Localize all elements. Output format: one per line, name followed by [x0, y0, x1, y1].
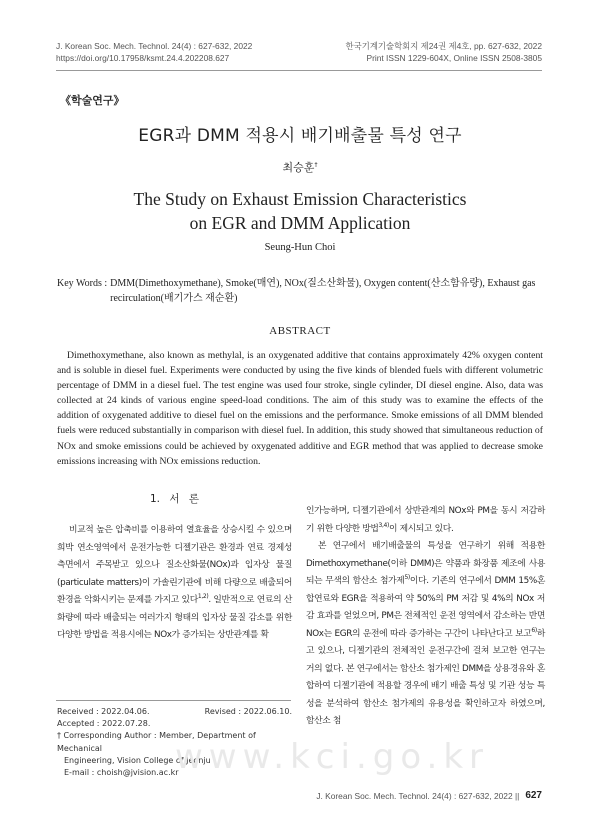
section-tag: 《학술연구》	[60, 94, 125, 107]
intro2-text-b: 이다. 기존의 연구에서 DMM 15%혼합연료와 EGR을 적용하여 약 50%의 PM 저감 및 4%의 NOx 저감 효과를 얻었으며, PM은 전체적인 운전 영역에서 감소하는 반면 NOx는 EGR의 운전에 따라 증가하는 구간이 나타난다고 보고	[306, 576, 546, 639]
footnote-rule	[56, 700, 291, 701]
page-footer	[316, 790, 542, 801]
section-heading-introduction: 1. 서 론	[150, 493, 199, 505]
footer-citation: J. Korean Soc. Mech. Technol. 24(4) : 627-632, 2022 ||	[316, 790, 520, 801]
intro-paragraph-1-cont	[306, 503, 545, 538]
body-column-right	[306, 503, 545, 731]
keywords-label: Key Words :	[57, 278, 108, 289]
intro-cont-text-a: 인가능하며, 디젤기관에서 상반관계의 NOx와 PM을 동시 저감하기 위한 다양한 방법	[306, 506, 545, 534]
journal-citation: J. Korean Soc. Mech. Technol. 24(4) : 627-632, 2022	[56, 41, 253, 51]
intro-text-a: 비교적 높은 압축비를 이용하여 열효율을 상승시킬 수 있으며 희박 연소영역에서 운전가능한 디젤기관은 환경과 연료 경제성 측면에서 주목받고 있으나 질소산화물(NOx)과 입자상 물질(particulate matters)이 가솔린기관에 비해 다량으로 배출되어 환경을 악화시키는 문제를 가지고 있다	[57, 525, 292, 605]
author-english: Seung-Hun Choi	[264, 242, 336, 253]
watermark: www.kci.go.kr	[175, 737, 490, 777]
title-english-line2: on EGR and DMM Application	[189, 213, 411, 233]
doi-link[interactable]: https://doi.org/10.17958/ksmt.24.4.202208.627	[56, 53, 230, 64]
intro-paragraph-2	[306, 538, 545, 731]
received-revised-row	[57, 706, 292, 718]
revised-date: Revised : 2022.06.10.	[204, 707, 292, 716]
intro-paragraph-1	[57, 522, 292, 645]
intro-text-b: . 일반적으로 연료의 산화량에 따라 배출되는 여러가지 형태의 입자상 물질 감소를 위한 다양한 방법을 적용시에는 NOx가 증가되는 상반관계를 확	[57, 595, 292, 640]
citation-ref[interactable]: 3,4)	[378, 521, 390, 529]
intro-cont-text-b: 이 제시되고 있다.	[389, 523, 454, 534]
author-korean	[0, 159, 600, 175]
journal-citation-ko: 한국기계기술학회지 제24권 제4호, pp. 627-632, 2022	[345, 41, 542, 51]
header-rule	[56, 70, 542, 71]
running-header-right	[346, 40, 542, 65]
citation-ref[interactable]: 1,2)	[197, 593, 209, 601]
issn-info: Print ISSN 1229-604X, Online ISSN 2508-3805	[366, 53, 542, 64]
received-date: Received : 2022.04.06.	[57, 707, 150, 716]
title-english	[0, 187, 600, 235]
citation-ref[interactable]: 5)	[404, 574, 410, 582]
body-column-left	[57, 522, 292, 645]
intro2-text-a: 본 연구에서 배기배출물의 특성을 연구하기 위해 적용한 Dimethoxymethane(이하 DMM)은 약품과 화장품 제조에 사용되는 무색의 함산소 첨가제	[306, 541, 545, 586]
author-name-ko: 최승훈	[282, 161, 315, 174]
running-header-left	[56, 40, 252, 65]
abstract-heading: ABSTRACT	[269, 325, 331, 337]
accepted-date: Accepted : 2022.07.28.	[57, 719, 151, 729]
corresponding-author-line1: † Corresponding Author : Member, Department of Mechanical	[57, 731, 256, 753]
corresponding-mark: †	[314, 161, 318, 169]
keywords	[57, 277, 547, 306]
keywords-text: DMM(Dimethoxymethane), Smoke(매연), NOx(질소산화물), Oxygen content(산소함유량), Exhaust gas recirculation(배기가스 재순환)	[110, 278, 536, 304]
author-email[interactable]: E-mail : choish@jvision.ac.kr	[64, 768, 179, 778]
citation-ref[interactable]: 6)	[531, 626, 537, 634]
intro2-text-c: 하고 있으나, 디젤기관의 전체적인 운전구간에 걸쳐 보고한 연구는 거의 없다. 본 연구에서는 함산소 첨가제인 DMM을 상용경유와 혼합하여 디젤기관에 적용할 경우에 배기 배출 특성 및 기관 성능 특성을 분석하여 함산소 첨가제의 유용성을 확인하고자 하였으며, 함산소 첨	[306, 628, 545, 726]
abstract-body: Dimethoxymethane, also known as methylal, is an oxygenated additive that contains approximately 42% oxygen content and is soluble in diesel fuel. Experiments were conducted by using the five kinds of blended fuels with different volumetric percentage of DMM in a diesel fuel. The test engine was used four stroke, single cylinder, DI diesel engine. Also, data was collected at 24 kinds of various engine speed-load conditions. The aim of this study was to examine the effects of the addition of oxygenated additive to diesel fuel on the emissions and the performance. Smoke emissions of all DMM blended fuels were reduced substantially in comparison with diesel fuel. In addition, this study showed that simultaneous reduction of NOx and smoke emissions could be achieved by oxygenated additive and EGR method that was applied to decrease smoke emissions increasing with NOx emissions reduction.	[57, 350, 543, 467]
page-number: 627	[525, 790, 542, 801]
title-english-line1: The Study on Exhaust Emission Characteristics	[133, 189, 467, 209]
corresponding-author-line2: Engineering, Vision College of Jeonju	[64, 755, 211, 765]
title-korean: EGR과 DMM 적용시 배기배출물 특성 연구	[138, 126, 462, 146]
